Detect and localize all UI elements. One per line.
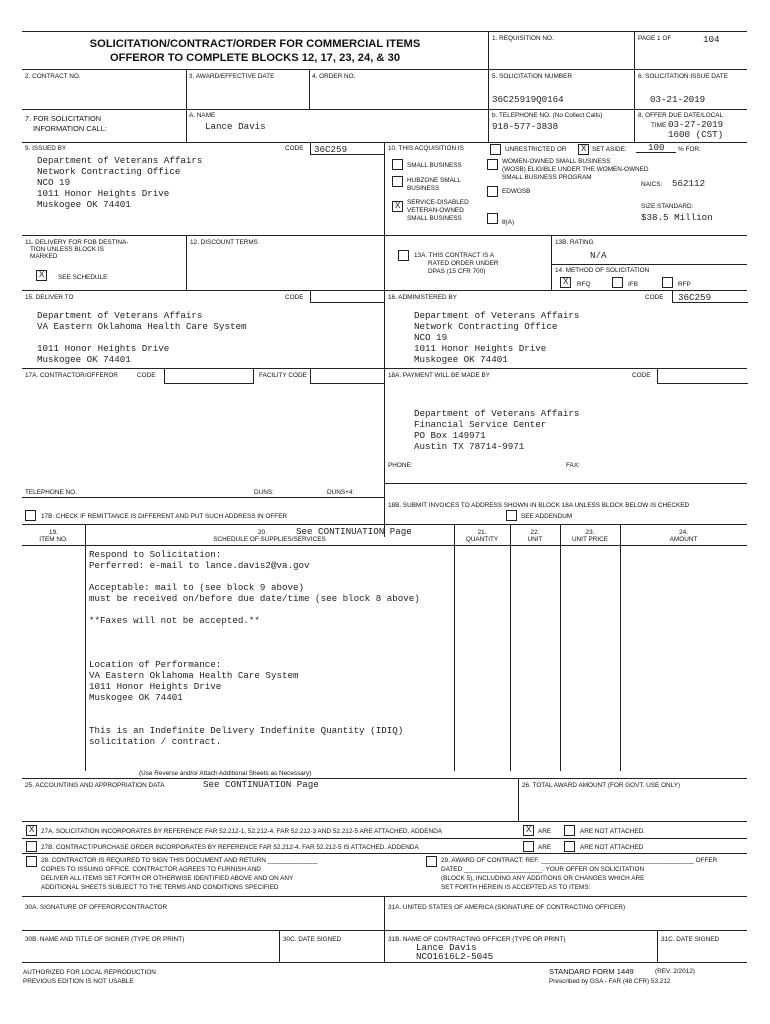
form-subtitle: OFFEROR TO COMPLETE BLOCKS 12, 17, 23, 24, & 30 xyxy=(109,52,401,64)
size-standard: $38.5 Million xyxy=(641,212,713,223)
duns-label: DUNS: xyxy=(254,489,274,496)
col-unit-num: 22. xyxy=(530,529,540,536)
small-business-checkbox[interactable] xyxy=(392,159,403,170)
size-standard-label: SIZE STANDARD: xyxy=(641,203,694,210)
addenda-27b-checkbox[interactable] xyxy=(26,841,37,852)
contractor-offeror-label: 17A. CONTRACTOR/OFFEROR xyxy=(25,372,118,379)
issue-date-label: 6. SOLICITATION ISSUE DATE xyxy=(638,73,728,80)
schedule-description: Respond to Solicitation: Perferred: e-mail to lance.davis2@va.gov Acceptable: mail to (see block 9 above) must be received on/before due date/time (see block 8 above) **Faxes will not be accepted.** Location of Performance: VA Eastern Oklahoma Health Care System 1011 Honor Heights Drive Muskogee OK 74401 This is an Indefinite Delivery Indefinite Quantity (IDIQ) solicitation / contract. xyxy=(89,549,420,747)
block28-line2: COPIES TO ISSUING OFFICE. CONTRACTOR AGREES TO FURNISH AND xyxy=(41,866,261,873)
continuation-page-20: See CONTINUATION Page xyxy=(296,526,412,537)
administered-by-address: Department of Veterans Affairs Network Contracting Office NCO 19 1011 Honor Heights Drive Muskogee OK 74401 xyxy=(414,310,580,365)
date-signed-31c-label: 31C. DATE SIGNED xyxy=(661,936,720,943)
contract-incorporates-label: 27B. CONTRACT/PURCHASE ORDER INCORPORATES BY REFERENCE FAR 52.212-4. FAR 52.212-5 IS ATTACHED. ADDENDA xyxy=(41,844,419,851)
signature-offeror-label: 30A. SIGNATURE OF OFFEROR/CONTRACTOR xyxy=(25,904,168,911)
footer-prescribed: Prescribed by GSA - FAR (48 CFR) 53.212 xyxy=(549,978,671,985)
set-aside-mark: X xyxy=(581,144,587,153)
not-attached-27a-checkbox[interactable] xyxy=(564,825,575,836)
payment-address: Department of Veterans Affairs Financial Service Center PO Box 149971 Austin TX 78714-9971 xyxy=(414,408,580,452)
offer-due-time: 1600 (CST) xyxy=(668,129,724,140)
signer-name-label: 30B. NAME AND TITLE OF SIGNER (TYPE OR PRINT) xyxy=(25,936,185,943)
payment-code-label: CODE xyxy=(632,372,651,379)
small-business-label: SMALL BUSINESS xyxy=(407,162,462,169)
col-unit-label: UNIT xyxy=(527,536,543,543)
facility-code-label: FACILITY CODE xyxy=(259,372,307,379)
discount-terms-label: 12. DISCOUNT TERMS xyxy=(190,239,258,246)
rating-value: N/A xyxy=(590,250,607,261)
col-schedule-num: 20. xyxy=(258,529,267,536)
eight-a-label: 8(A) xyxy=(502,219,515,226)
footer-authorized: AUTHORIZED FOR LOCAL REPRODUCTION xyxy=(23,969,156,976)
col-amount-num: 24. xyxy=(679,529,688,536)
wosb-label-3: SMALL BUSINESS PROGRAM xyxy=(502,174,592,181)
delivery-fob-label-2: TION UNLESS BLOCK IS xyxy=(30,246,104,253)
contractor-sign-checkbox[interactable] xyxy=(26,856,37,867)
information-call-label: INFORMATION CALL: xyxy=(33,124,107,133)
payment-label: 18A. PAYMENT WILL BE MADE BY xyxy=(388,372,491,379)
order-no-label: 4. ORDER NO. xyxy=(312,73,356,80)
sdvosb-label-3: SMALL BUSINESS xyxy=(407,215,462,222)
remittance-checkbox[interactable] xyxy=(25,510,36,521)
issued-by-label: 9. ISSUED BY xyxy=(25,145,67,152)
col-unit-price-num: 23. xyxy=(585,529,595,536)
naics-code: 562112 xyxy=(672,178,706,189)
wosb-label-1: WOMEN-OWNED SMALL BUSINESS xyxy=(502,158,611,165)
remittance-label: 17B. CHECK IF REMITTANCE IS DIFFERENT AND PUT SUCH ADDRESS IN OFFER xyxy=(41,513,288,520)
requisition-no-label: 1. REQUISITION NO. xyxy=(492,35,554,42)
block29-line3: (BLOCK 5), INCLUDING ANY ADDITIONS OR CHANGES WHICH ARE xyxy=(441,875,645,882)
duns4-label: DUNS+4: xyxy=(327,489,355,496)
col-item-label: ITEM NO. xyxy=(39,536,68,543)
sdvosb-label-1: SERVICE-DISABLED xyxy=(407,199,469,206)
form-title: SOLICITATION/CONTRACT/ORDER FOR COMMERCIAL ITEMS xyxy=(89,38,421,50)
offer-due-time-label: TIME xyxy=(651,122,667,129)
name-label: A. NAME xyxy=(189,112,216,119)
deliver-to-address: Department of Veterans Affairs VA Eastern Oklahoma Health Care System 1011 Honor Heights Drive Muskogee OK 74401 xyxy=(37,310,247,365)
footer-form-name: STANDARD FORM 1449 xyxy=(549,967,634,976)
block28-line3: DELIVER ALL ITEMS SET FORTH OR OTHERWISE IDENTIFIED ABOVE AND ON ANY xyxy=(41,875,294,882)
deliver-to-label: 15. DELIVER TO xyxy=(25,294,74,301)
page-total: 104 xyxy=(703,34,720,45)
signature-co-label: 31A. UNITED STATES OF AMERICA (SIGNATURE OF CONTRACTING OFFICER) xyxy=(388,904,626,911)
continuation-page-25: See CONTINUATION Page xyxy=(203,779,319,790)
rating-label: 13B. RATING xyxy=(555,239,594,246)
contract-no-label: 2. CONTRACT NO. xyxy=(25,73,81,80)
not-attached-27b-checkbox[interactable] xyxy=(564,841,575,852)
co-id: NCO1616L2-5045 xyxy=(416,951,494,962)
block28-line1: 28. CONTRACTOR IS REQUIRED TO SIGN THIS DOCUMENT AND RETURN ______________ xyxy=(41,857,318,864)
offer-due-label: 8. OFFER DUE DATE/LOCAL xyxy=(638,112,724,119)
offer-due-date: 03-27-2019 xyxy=(668,119,724,130)
are-27a-label: ARE xyxy=(538,828,552,835)
pct-for-label: % FOR: xyxy=(678,146,701,153)
issue-date: 03-21-2019 xyxy=(650,94,706,105)
hubzone-label-2: BUSINESS xyxy=(407,185,440,192)
wosb-label-2: (WOSB) ELIGIBLE UNDER THE WOMEN-OWNED xyxy=(502,166,649,173)
delivery-fob-label-3: MARKED xyxy=(30,253,58,260)
edwosb-label: EDWOSB xyxy=(502,188,531,195)
block29-line2: DATED ______________________. YOUR OFFER ON SOLICITATION xyxy=(441,866,645,873)
rfp-label: RFP xyxy=(678,281,691,288)
see-addendum-checkbox[interactable] xyxy=(506,510,517,521)
solicitation-incorporates-label: 27A. SOLICITATION INCORPORATES BY REFERENCE FAR 52.212-1, 52.212-4. FAR 52.212-3 AND 52.212-5 ARE ATTACHED. ADDENDA xyxy=(41,828,442,835)
method-solicitation-label: 14. METHOD OF SOLICITATION xyxy=(555,267,650,274)
footer-previous-edition: PREVIOUS EDITION IS NOT USABLE xyxy=(23,978,134,985)
are-27b-checkbox[interactable] xyxy=(523,841,534,852)
telephone-no-label: TELEPHONE NO. xyxy=(25,489,77,496)
solicitation-number: 36C25919Q0164 xyxy=(492,94,564,105)
total-award-label: 26. TOTAL AWARD AMOUNT (FOR GOVT. USE ONLY) xyxy=(522,782,681,789)
addenda-27a-mark: X xyxy=(29,825,35,834)
sdvosb-mark: X xyxy=(395,201,401,210)
col-amount-label: AMOUNT xyxy=(669,536,698,543)
rfq-mark: X xyxy=(563,277,569,286)
col-unit-price-label: UNIT PRICE xyxy=(571,536,609,543)
administered-by-code-label: CODE xyxy=(645,294,664,301)
ifb-checkbox[interactable] xyxy=(612,277,623,288)
see-schedule-mark: X xyxy=(39,270,45,279)
set-aside-label: SET ASIDE: xyxy=(592,146,627,153)
telephone-label: b. TELEPHONE NO. (No Collect Calls) xyxy=(492,112,603,119)
contact-name: Lance Davis xyxy=(205,121,266,132)
solicitation-number-label: 5. SOLICITATION NUMBER xyxy=(492,73,573,80)
block28-line4: ADDITIONAL SHEETS SUBJECT TO THE TERMS AND CONDITIONS SPECIFIED xyxy=(41,884,279,891)
award-date-label: 3. AWARD/EFFECTIVE DATE xyxy=(189,73,275,80)
not-attached-27a-label: ARE NOT ATTACHED. xyxy=(580,828,645,835)
not-attached-27b-label: ARE NOT ATTACHED xyxy=(580,844,644,851)
col-quantity-label: QUANTITY xyxy=(465,536,499,543)
co-name: Lance Davis xyxy=(416,942,477,953)
date-signed-30c-label: 30C. DATE SIGNED xyxy=(283,936,342,943)
deliver-to-code-label: CODE xyxy=(285,294,304,301)
rfq-label: RFQ xyxy=(577,281,591,288)
are-27a-mark: X xyxy=(526,825,532,834)
issued-by-code-label: CODE xyxy=(285,145,304,152)
page-of-label: PAGE 1 OF xyxy=(638,35,672,42)
issued-by-address: Department of Veterans Affairs Network Contracting Office NCO 19 1011 Honor Heights Drive Muskogee OK 74401 xyxy=(37,155,203,210)
contractor-code-label: CODE xyxy=(137,372,156,379)
hubzone-label-1: HUBZONE SMALL xyxy=(407,177,461,184)
phone-label: PHONE: xyxy=(388,462,413,469)
see-addendum-label: SEE ADDENDUM xyxy=(521,513,573,520)
rfp-checkbox[interactable] xyxy=(662,277,673,288)
for-solicitation-label: 7. FOR SOLICITATION xyxy=(25,114,102,123)
accounting-label: 25. ACCOUNTING AND APPROPRIATION DATA xyxy=(25,782,165,789)
set-aside-pct: 100 xyxy=(648,142,665,153)
unrestricted-checkbox[interactable] xyxy=(490,144,501,155)
rated-order-checkbox[interactable] xyxy=(398,250,409,261)
administered-by-code: 36C259 xyxy=(678,292,712,303)
acquisition-label: 10. THIS ACQUISITION IS xyxy=(388,145,464,152)
contact-phone: 918-577-3838 xyxy=(492,121,559,132)
submit-invoices-label: 18B. SUBMIT INVOICES TO ADDRESS SHOWN IN BLOCK 18A UNLESS BLOCK BELOW IS CHECKED xyxy=(388,502,690,509)
hubzone-checkbox[interactable] xyxy=(392,176,403,187)
see-schedule-label: SEE SCHEDULE xyxy=(58,274,108,281)
block29-line4: SET FORTH HEREIN IS ACCEPTED AS TO ITEMS: xyxy=(441,884,591,891)
sdvosb-label-2: VETERAN-OWNED xyxy=(407,207,464,214)
award-checkbox[interactable] xyxy=(426,856,437,867)
footer-revision: (REV. 2/2012) xyxy=(655,968,695,975)
rated-order-label-2: RATED ORDER UNDER xyxy=(428,260,499,267)
wosb-checkbox[interactable] xyxy=(487,159,498,170)
administered-by-label: 16. ADMINISTERED BY xyxy=(388,294,457,301)
naics-label: NAICS: xyxy=(641,181,663,188)
fax-label: FAX: xyxy=(566,462,580,469)
col-schedule-label: SCHEDULE OF SUPPLIES/SERVICES xyxy=(213,536,326,543)
unrestricted-label: UNRESTRICTED OR xyxy=(505,146,567,153)
reverse-note: (Use Reverse and/or Attach Additional Sheets as Necessary) xyxy=(139,770,312,777)
eight-a-checkbox[interactable] xyxy=(487,213,498,224)
rated-order-label-1: 13A. THIS CONTRACT IS A xyxy=(414,252,495,259)
col-quantity-num: 21. xyxy=(477,529,487,536)
delivery-fob-label-1: 11. DELIVERY FOR FOB DESTINA- xyxy=(25,239,129,246)
edwosb-checkbox[interactable] xyxy=(487,186,498,197)
issued-by-code: 36C259 xyxy=(314,144,348,155)
block29-line1: 29. AWARD OF CONTRACT: REF. ___________________________________________ OFFER xyxy=(441,857,718,864)
ifb-label: IFB xyxy=(628,281,638,288)
are-27b-label: ARE xyxy=(538,844,552,851)
co-name-label: 31B. NAME OF CONTRACTING OFFICER (TYPE OR PRINT) xyxy=(388,936,566,943)
col-item-num: 19. xyxy=(49,529,58,536)
rated-order-label-3: DPAS (15 CFR 700) xyxy=(428,268,486,275)
